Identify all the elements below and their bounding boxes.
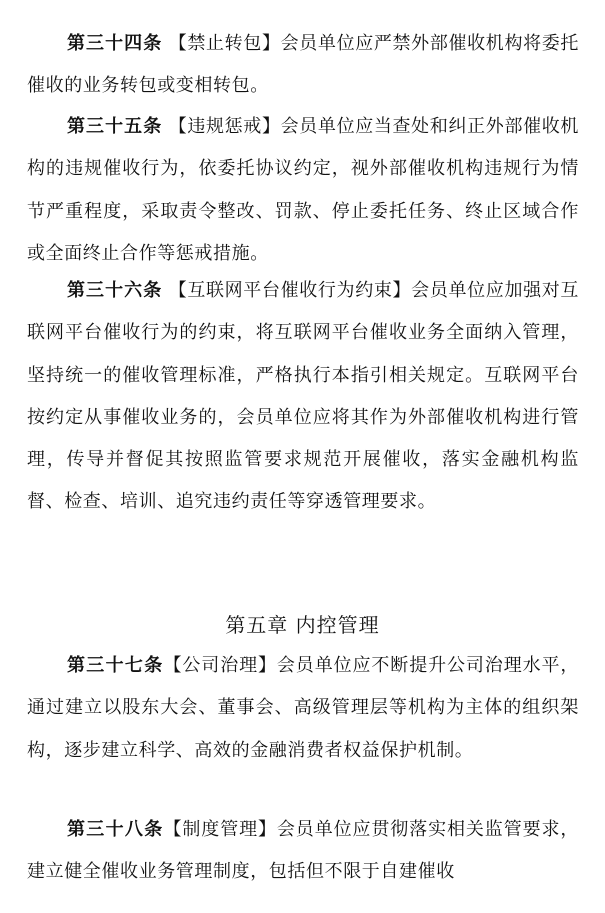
article-title: 【公司治理】 bbox=[163, 655, 277, 676]
article-body: 会员单位应严禁外部催收机构将委托催收的业务转包或变相转包。 bbox=[27, 33, 580, 97]
article-35 bbox=[27, 106, 579, 275]
article-38 bbox=[27, 809, 579, 894]
article-number: 第三十八条 bbox=[67, 819, 164, 840]
article-number: 第三十四条 bbox=[67, 33, 163, 54]
article-37 bbox=[27, 645, 579, 772]
article-title: 【制度管理】 bbox=[163, 819, 277, 840]
article-body: 会员单位应贯彻落实相关监管要求，建立健全催收业务管理制度，包括但不限于自建催收 bbox=[27, 819, 579, 883]
article-title: 【互联网平台催收行为约束】 bbox=[168, 280, 412, 301]
article-body: 会员单位应不断提升公司治理水平，通过建立以股东大会、董事会、高级管理层等机构为主体的组织架构，逐步建立科学、高效的金融消费者权益保护机制。 bbox=[27, 655, 579, 761]
article-title: 【违规惩戒】 bbox=[168, 116, 281, 137]
article-number: 第三十七条 bbox=[67, 655, 164, 676]
article-34 bbox=[27, 23, 579, 108]
chapter-heading: 第五章 内控管理 bbox=[225, 613, 380, 637]
article-body: 会员单位应当查处和纠正外部催收机构的违规催收行为，依委托协议约定，视外部催收机构违规行为情节严重程度，采取责令整改、罚款、停止委托任务、终止区域合作或全面终止合作等惩戒措施。 bbox=[27, 116, 580, 264]
article-number: 第三十六条 bbox=[67, 280, 163, 301]
article-body: 会员单位应加强对互联网平台催收行为的约束，将互联网平台催收业务全面纳入管理，坚持统一的催收管理标准，严格执行本指引相关规定。互联网平台按约定从事催收业务的，会员单位应将其作为外部催收机构进行管理，传导并督促其按照监管要求规范开展催收，落实金融机构监督、检查、培训、追究违约责任等穿透管理要求。 bbox=[27, 280, 580, 513]
article-36 bbox=[27, 270, 579, 524]
article-number: 第三十五条 bbox=[67, 116, 163, 137]
article-title: 【禁止转包】 bbox=[168, 33, 281, 54]
